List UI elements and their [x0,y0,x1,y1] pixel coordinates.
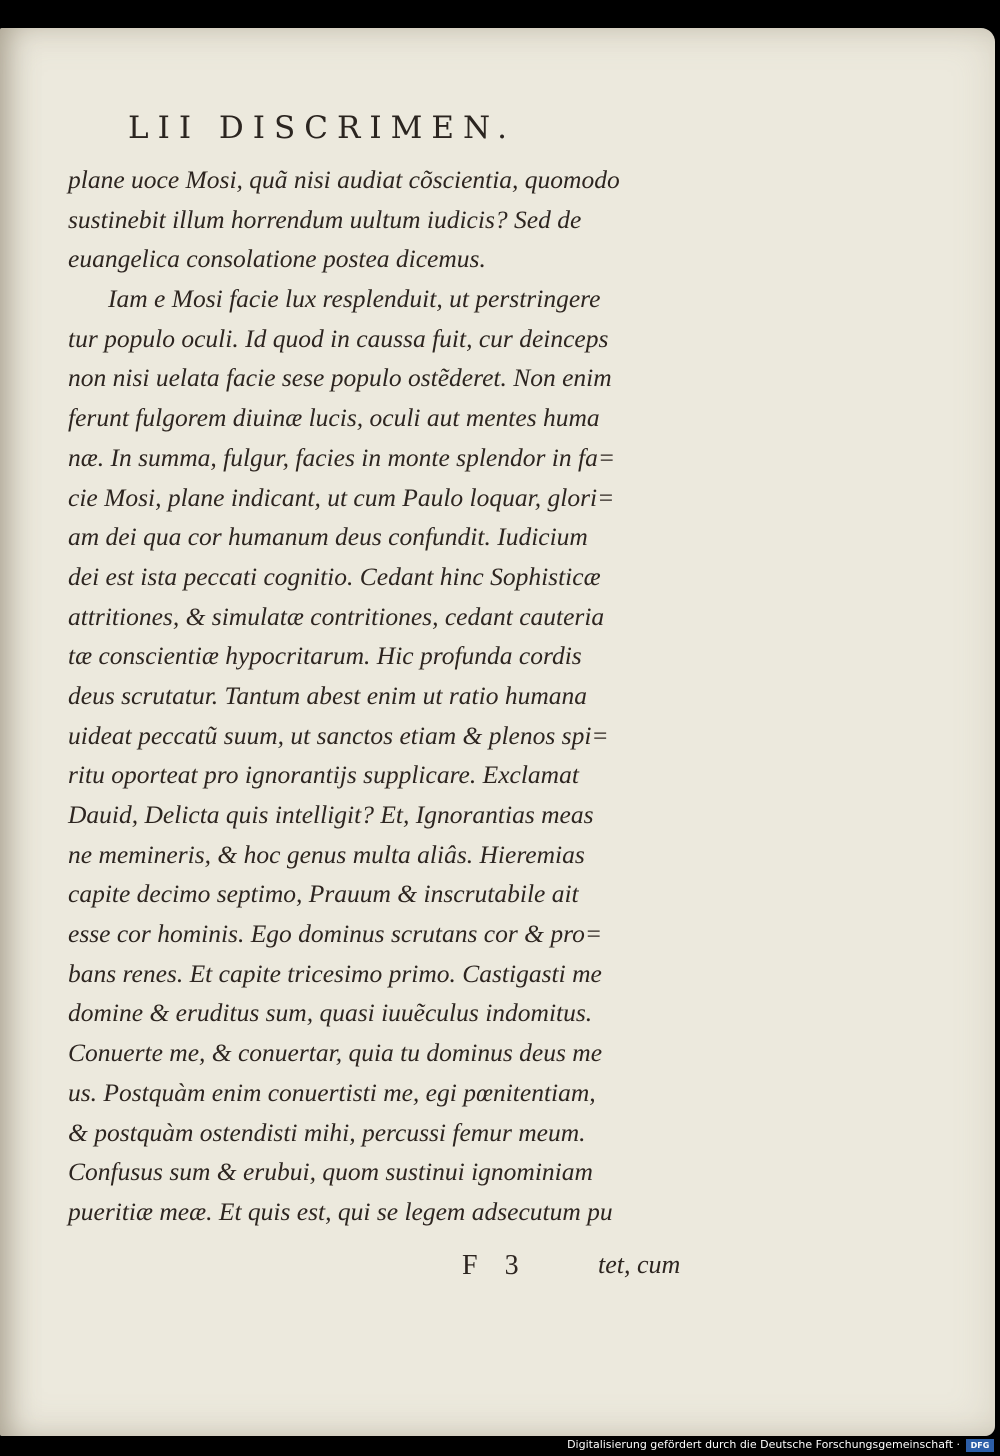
text-line: plane uoce Mosi, quã nisi audiat cõscientia, quomodo [68,165,620,194]
text-line: Confusus sum & erubui, quom sustinui ignominiam [68,1157,593,1187]
text-line: tæ conscientiæ hypocritarum. Hic profunda cordis [68,641,582,671]
signature-mark: F 3 [462,1250,529,1281]
dfg-logo: DFG [966,1439,994,1452]
text-line: euangelica consolatione postea dicemus. [68,244,486,274]
catchword: tet, cum [598,1250,681,1279]
digitization-credit: Digitalisierung gefördert durch die Deutsche Forschungsgemeinschaft · [567,1438,960,1451]
text-line: non nisi uelata facie sese populo ostẽderet. Non enim [68,363,612,393]
text-line: bans renes. Et capite tricesimo primo. Castigasti me [68,958,602,988]
text-line: us. Postquàm enim conuertisti me, egi pœnitentiam, [68,1077,596,1107]
body-text [68,160,708,1232]
running-header: LII DISCRIMEN. [128,110,516,146]
text-line: pueritiæ meæ. Et quis est, qui se legem adsecutum pu [68,1196,613,1226]
text-line: Dauid, Delicta quis intelligit? Et, Ignorantias meas [68,800,594,829]
text-line: tur populo oculi. Id quod in caussa fuit, cur deinceps [68,323,609,353]
text-line: esse cor hominis. Ego dominus scrutans cor & pro= [68,919,603,949]
text-line: Conuerte me, & conuertar, quia tu dominus deus me [68,1038,603,1068]
text-line: cie Mosi, plane indicant, ut cum Paulo loquar, glori= [68,482,615,512]
text-line: domine & eruditus sum, quasi iuuẽculus indomitus. [68,998,593,1028]
text-line: ne memineris, & hoc genus multa aliâs. Hieremias [68,839,585,869]
text-line: næ. In summa, fulgur, facies in monte splendor in fa= [68,442,616,472]
text-line: deus scrutatur. Tantum abest enim ut ratio humana [68,680,588,710]
text-line: Iam e Mosi facie lux resplenduit, ut perstringere [108,284,601,314]
text-line: dei est ista peccati cognitio. Cedant hinc Sophisticæ [68,561,601,591]
text-line: uideat peccatũ suum, ut sanctos etiam & plenos spi= [68,720,609,750]
text-line: attritiones, & simulatæ contritiones, cedant cauteria [68,601,605,631]
text-line: ferunt fulgorem diuinæ lucis, oculi aut mentes huma [68,403,600,433]
text-line: & postquàm ostendisti mihi, percussi femur meum. [68,1117,586,1147]
text-line: ritu oporteat pro ignorantijs supplicare. Exclamat [68,760,579,790]
text-line: sustinebit illum horrendum uultum iudicis? Sed de [68,204,582,234]
text-line: am dei qua cor humanum deus confundit. Iudicium [68,522,588,552]
text-line: capite decimo septimo, Prauum & inscrutabile ait [68,879,579,909]
book-page [0,28,995,1436]
footer-bar [0,1436,1000,1456]
